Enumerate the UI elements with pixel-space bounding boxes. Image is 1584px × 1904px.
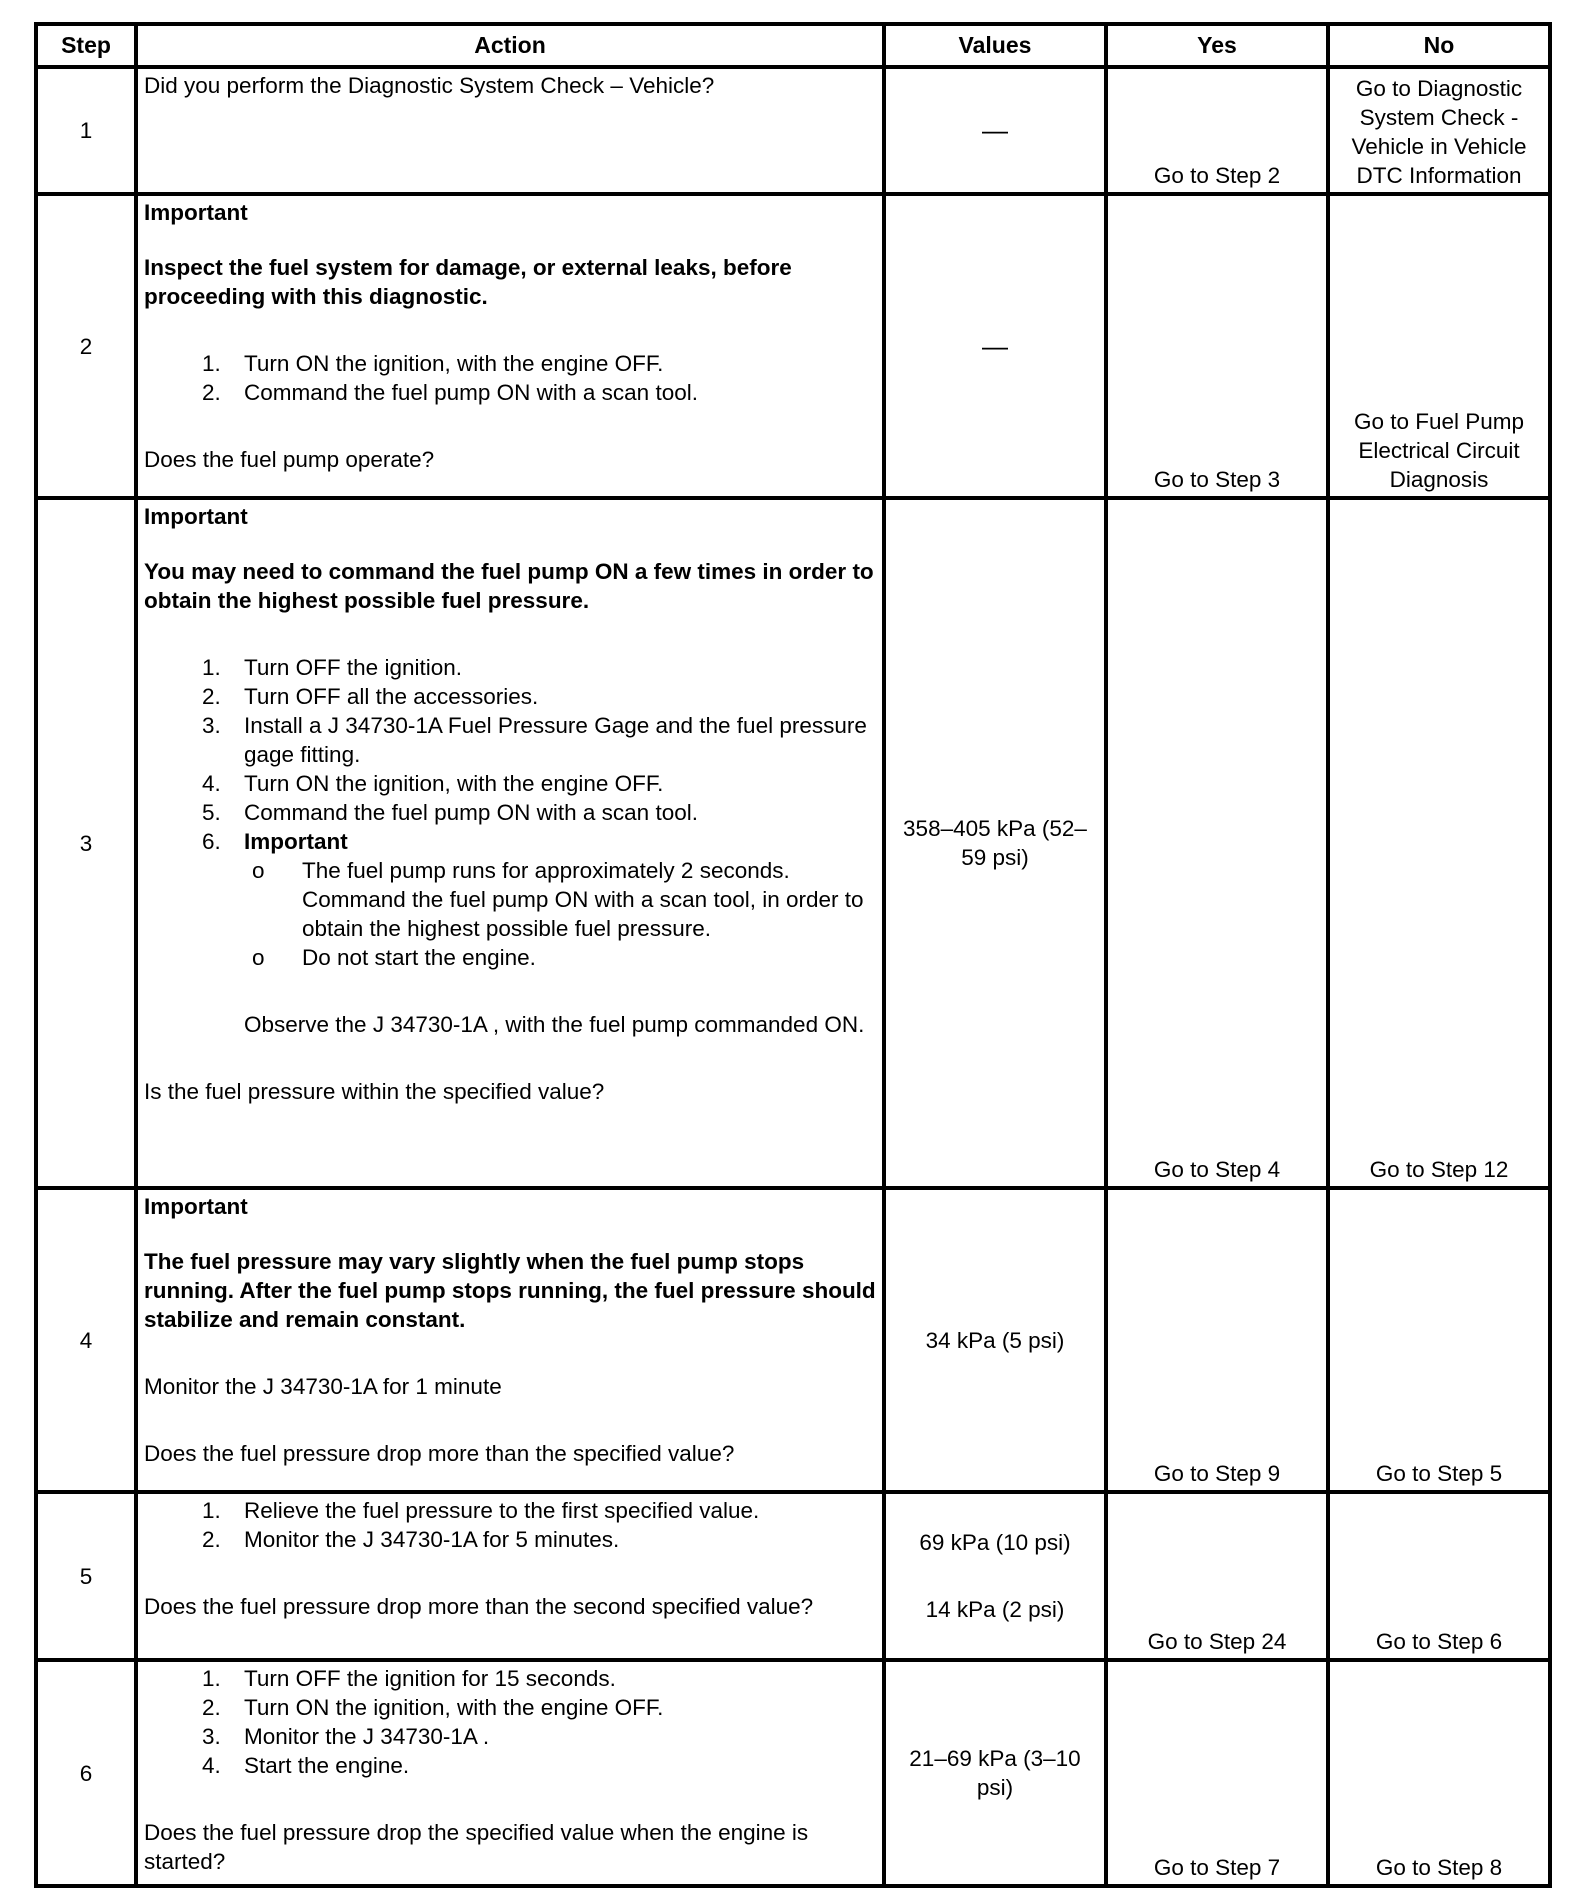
yes-cell: Go to Step 4 <box>1106 498 1328 1188</box>
no-cell: Go to Step 8 <box>1328 1660 1550 1886</box>
no-cell: Go to Fuel Pump Electrical Circuit Diagnosis <box>1328 194 1550 498</box>
important-note: The fuel pressure may vary slightly when the fuel pump stops running. After the fuel pump stops running, the fuel pressure should stabilize and remain constant. <box>144 1249 876 1332</box>
header-row <box>36 24 1550 67</box>
header-values: Values <box>884 24 1106 67</box>
list-item: 2. Command the fuel pump ON with a scan tool. <box>202 380 698 405</box>
action-cell <box>136 1188 884 1492</box>
table-row-step-5 <box>36 1492 1550 1660</box>
value-cell: 358–405 kPa (52–59 psi) <box>884 498 1106 1188</box>
observe-text: Observe the J 34730-1A , with the fuel pump commanded ON. <box>244 1012 865 1037</box>
step-number: 2 <box>36 194 136 498</box>
list-item: 2. Monitor the J 34730-1A for 5 minutes. <box>202 1527 620 1552</box>
yes-cell: Go to Step 24 <box>1106 1492 1328 1660</box>
important-note: You may need to command the fuel pump ON a few times in order to obtain the highest possible fuel pressure. <box>144 559 874 613</box>
action-cell <box>136 67 884 194</box>
action-cell <box>136 498 884 1188</box>
bullet-marker: o <box>252 858 265 883</box>
important-note: Inspect the fuel system for damage, or external leaks, before proceeding with this diagnostic. <box>144 255 792 309</box>
value-cell: — <box>884 194 1106 498</box>
value-cell: 34 kPa (5 psi) <box>884 1188 1106 1492</box>
no-cell: Go to Step 12 <box>1328 498 1550 1188</box>
list-item: 4. Start the engine. <box>202 1753 410 1778</box>
action-cell <box>136 194 884 498</box>
table-row-step-3 <box>36 498 1550 1188</box>
value-cell: 21–69 kPa (3–10 psi) <box>884 1660 1106 1886</box>
step-number: 1 <box>36 67 136 194</box>
step-number: 5 <box>36 1492 136 1660</box>
table-row-step-2 <box>36 194 1550 498</box>
question-text: Does the fuel pressure drop more than the specified value? <box>144 1441 735 1466</box>
header-action: Action <box>136 24 884 67</box>
action-cell <box>136 1492 884 1660</box>
list-item: 1. Turn OFF the ignition. <box>202 655 463 680</box>
important-label: Important <box>144 200 248 225</box>
diagnostic-table <box>34 22 1552 1888</box>
table-row-step-4 <box>36 1188 1550 1492</box>
list-item: 5. Command the fuel pump ON with a scan tool. <box>202 800 698 825</box>
value-cell: — <box>884 67 1106 194</box>
important-label: Important <box>144 1194 248 1219</box>
question-text: Does the fuel pressure drop more than the second specified value? <box>144 1594 814 1619</box>
question-text: Is the fuel pressure within the specified value? <box>144 1079 605 1104</box>
yes-cell: Go to Step 7 <box>1106 1660 1328 1886</box>
action-cell <box>136 1660 884 1886</box>
step-number: 4 <box>36 1188 136 1492</box>
procedure-list <box>202 1496 876 1554</box>
procedure-list <box>202 349 876 407</box>
bullet-marker: o <box>252 945 265 970</box>
table-row-step-6 <box>36 1660 1550 1886</box>
list-item: 1. Relieve the fuel pressure to the first specified value. <box>202 1498 760 1523</box>
table-row-step-1 <box>36 67 1550 194</box>
yes-cell: Go to Step 9 <box>1106 1188 1328 1492</box>
header-no: No <box>1328 24 1550 67</box>
list-item: 4. Turn ON the ignition, with the engine OFF. <box>202 771 664 796</box>
bullet-item: o The fuel pump runs for approximately 2 seconds. Command the fuel pump ON with a scan tool, in order to obtain the highest possible fuel pressure. <box>252 858 864 941</box>
procedure-list <box>202 653 876 972</box>
list-item: 1. Turn OFF the ignition for 15 seconds. <box>202 1666 616 1691</box>
no-cell: Go to Step 5 <box>1328 1188 1550 1492</box>
value-cell <box>884 1492 1106 1660</box>
important-bullets <box>202 856 876 972</box>
list-item: 2. Turn OFF all the accessories. <box>202 684 539 709</box>
header-step: Step <box>36 24 136 67</box>
no-cell: Go to Step 6 <box>1328 1492 1550 1660</box>
first-value: 69 kPa (10 psi) <box>919 1530 1071 1555</box>
list-item: 3. Install a J 34730-1A Fuel Pressure Gage and the fuel pressure gage fitting. <box>202 713 867 767</box>
question-text: Did you perform the Diagnostic System Check – Vehicle? <box>144 73 715 98</box>
second-value: 14 kPa (2 psi) <box>925 1597 1065 1622</box>
step-number: 6 <box>36 1660 136 1886</box>
yes-cell: Go to Step 3 <box>1106 194 1328 498</box>
no-cell: Go to Diagnostic System Check - Vehicle in Vehicle DTC Information <box>1328 67 1550 194</box>
important-label: Important <box>144 504 248 529</box>
bullet-item: o Do not start the engine. <box>252 945 536 970</box>
yes-cell: Go to Step 2 <box>1106 67 1328 194</box>
list-item: 2. Turn ON the ignition, with the engine OFF. <box>202 1695 664 1720</box>
question-text: Does the fuel pressure drop the specified value when the engine is started? <box>144 1820 809 1874</box>
list-item: 6. Important o The fuel pump runs for approximately 2 seconds. Command the fuel pump ON with a scan tool, in order to obtain the highest possible fuel pressure. o Do not start the engine. <box>202 827 876 972</box>
list-item: 3. Monitor the J 34730-1A . <box>202 1724 490 1749</box>
list-item: 1. Turn ON the ignition, with the engine OFF. <box>202 351 664 376</box>
question-text: Does the fuel pump operate? <box>144 447 435 472</box>
monitor-text: Monitor the J 34730-1A for 1 minute <box>144 1374 502 1399</box>
procedure-list <box>202 1664 876 1780</box>
header-yes: Yes <box>1106 24 1328 67</box>
step-number: 3 <box>36 498 136 1188</box>
